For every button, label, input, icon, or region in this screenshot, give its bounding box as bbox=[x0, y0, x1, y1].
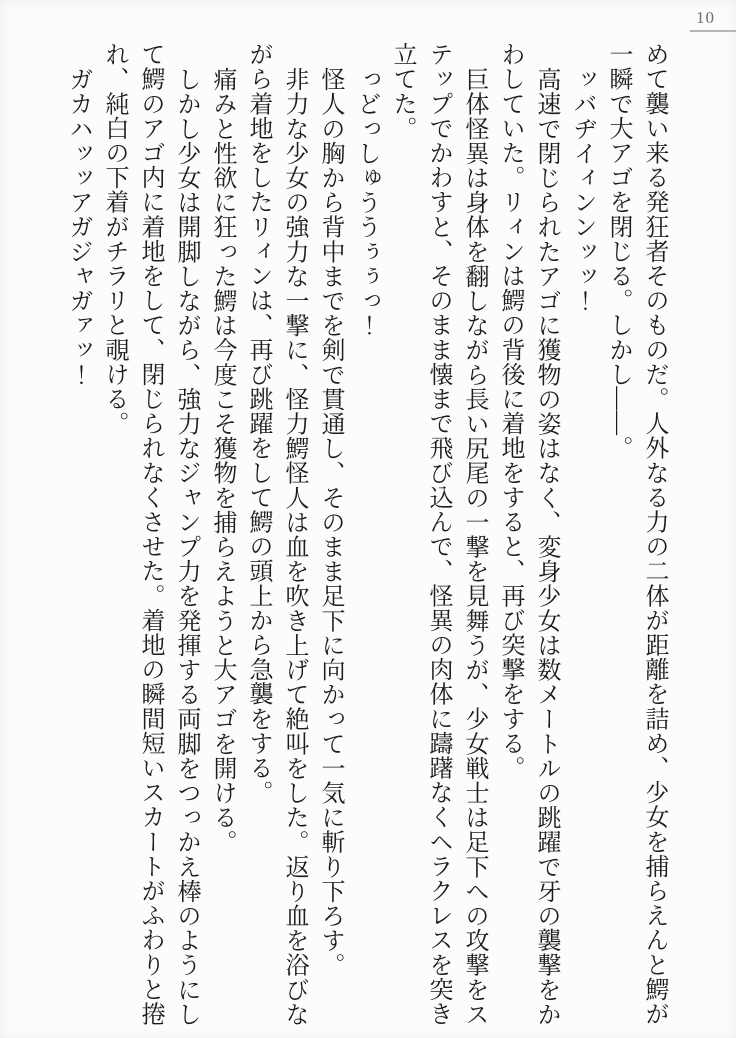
page-number: 10 bbox=[696, 8, 715, 27]
page-number-rule bbox=[690, 8, 736, 32]
paragraph: しかし少女は開脚しながら、強力なジャンプ力を発揮する両脚をつっかえ棒のようにして鰐のアゴ内に着地をして、閉じられなくさせた。着地の瞬間短いスカートがふわりと捲れ、純白の下着がチラリと覗ける。 bbox=[101, 42, 199, 1026]
paragraph: 怪人の胸から背中までを剣で貫通し、そのまま足下に向かって一気に斬り下ろす。 bbox=[317, 66, 343, 977]
paragraph: 非力な少女の強力な一撃に、怪力鰐怪人は血を吹き上げて絶叫をした。返り血を浴びながら着地をしたリィンは、再び跳躍をして鰐の頭上から急襲をする。 bbox=[245, 42, 307, 1026]
paragraph: 高速で閉じられたアゴに獲物の姿はなく、変身少女は数メートルの跳躍で牙の襲撃をかわしていた。リィンは鰐の背後に着地をすると、再び突撃をする。 bbox=[497, 42, 559, 1026]
body-text bbox=[60, 42, 672, 1026]
paragraph: 痛みと性欲に狂った鰐は今度こそ獲物を捕らえようと大アゴを開ける。 bbox=[209, 66, 235, 854]
paragraph: めて襲い来る発狂者そのものだ。人外なる力の二体が距離を詰め、少女を捕らえんと鰐が一瞬で大アゴを閉じる。しかし――。 bbox=[605, 42, 667, 1026]
paragraph: 巨体怪異は身体を翻しながら長い尻尾の一撃を見舞うが、少女戦士は足下への攻撃をステップでかわすと、そのまま懐まで飛び込んで、怪異の肉体に躊躇なくヘラクレスを突き立てた。 bbox=[389, 42, 487, 1026]
paragraph: っどっしゅううぅぅっ！ bbox=[353, 66, 379, 338]
paragraph: ッバヂイィンンッッ！ bbox=[569, 66, 595, 313]
paragraph: ガカハッッアガジャガァッ！ bbox=[65, 66, 91, 387]
